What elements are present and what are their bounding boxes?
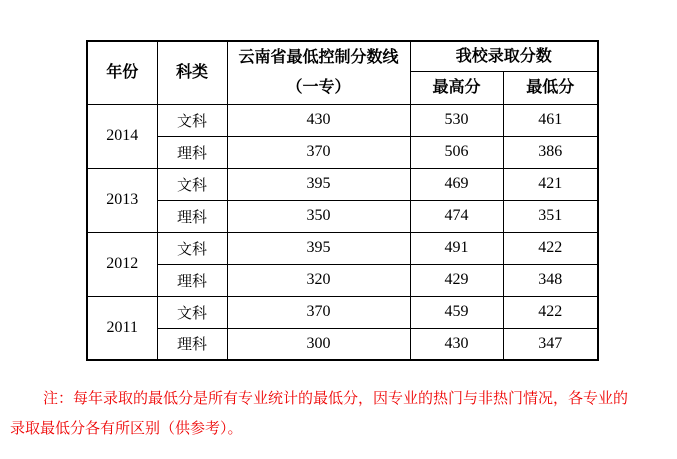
lowest-score-cell: 422 <box>503 232 598 264</box>
lowest-score-cell: 348 <box>503 264 598 296</box>
lowest-score-cell: 461 <box>503 104 598 136</box>
header-province-control-line-sub: （一专） <box>286 78 351 96</box>
header-year: 年份 <box>87 41 157 104</box>
province-line-cell: 395 <box>227 232 410 264</box>
highest-score-cell: 491 <box>410 232 503 264</box>
province-line-cell: 430 <box>227 104 410 136</box>
table-row <box>87 136 598 168</box>
category-cell: 理科 <box>157 264 227 296</box>
highest-score-cell: 469 <box>410 168 503 200</box>
lowest-score-cell: 351 <box>503 200 598 232</box>
category-cell: 文科 <box>157 104 227 136</box>
header-province-control-line-main: 云南省最低控制分数线 <box>238 48 399 66</box>
header-highest-score: 最高分 <box>410 71 503 104</box>
header-row-top <box>87 41 598 71</box>
highest-score-cell: 430 <box>410 328 503 360</box>
highest-score-cell: 474 <box>410 200 503 232</box>
year-cell: 2014 <box>87 104 157 168</box>
province-line-cell: 370 <box>227 296 410 328</box>
province-line-cell: 300 <box>227 328 410 360</box>
province-line-cell: 370 <box>227 136 410 168</box>
header-school-admission: 我校录取分数 <box>410 41 598 71</box>
year-cell: 2011 <box>87 296 157 360</box>
category-cell: 理科 <box>157 328 227 360</box>
category-cell: 理科 <box>157 200 227 232</box>
highest-score-cell: 530 <box>410 104 503 136</box>
category-cell: 理科 <box>157 136 227 168</box>
highest-score-cell: 429 <box>410 264 503 296</box>
lowest-score-cell: 347 <box>503 328 598 360</box>
category-cell: 文科 <box>157 232 227 264</box>
lowest-score-cell: 422 <box>503 296 598 328</box>
table-row <box>87 200 598 232</box>
category-cell: 文科 <box>157 168 227 200</box>
lowest-score-cell: 421 <box>503 168 598 200</box>
table-row <box>87 104 598 136</box>
table-row <box>87 296 598 328</box>
header-province-control-line <box>227 41 410 104</box>
table-row <box>87 232 598 264</box>
header-lowest-score: 最低分 <box>503 71 598 104</box>
admission-scores-table <box>86 40 599 361</box>
province-line-cell: 320 <box>227 264 410 296</box>
province-line-cell: 395 <box>227 168 410 200</box>
lowest-score-cell: 386 <box>503 136 598 168</box>
year-cell: 2013 <box>87 168 157 232</box>
year-cell: 2012 <box>87 232 157 296</box>
table-row <box>87 328 598 360</box>
highest-score-cell: 506 <box>410 136 503 168</box>
province-line-cell: 350 <box>227 200 410 232</box>
highest-score-cell: 459 <box>410 296 503 328</box>
category-cell: 文科 <box>157 296 227 328</box>
note-paragraph: 注：每年录取的最低分是所有专业统计的最低分，因专业的热门与非热门情况，各专业的录取最低分各有所区别（供参考）。 <box>10 390 629 437</box>
table-row <box>87 264 598 296</box>
header-category: 科类 <box>157 41 227 104</box>
table-row <box>87 168 598 200</box>
